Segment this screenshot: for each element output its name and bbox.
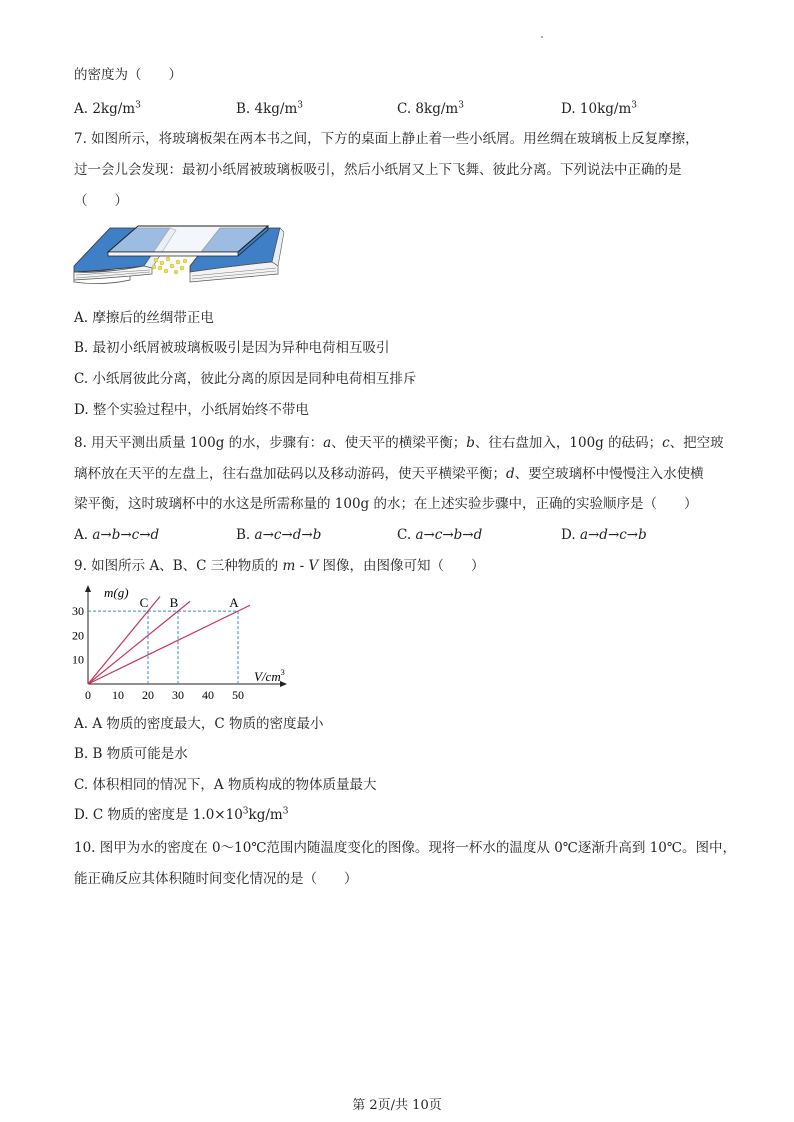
q9-stem: 9. 如图所示 A、B、C 三种物质的 m - V 图像，由图像可知（ ）	[74, 558, 485, 574]
q6-option-b[interactable]: B. $4kg/m^3$	[236, 100, 303, 117]
q9-option-c[interactable]: C. 体积相同的情况下，A 物质构成的物体质量最大	[74, 777, 377, 793]
x-tick-label-10: 10	[112, 688, 124, 702]
q7-stem-line1: 7. 如图所示，将玻璃板架在两本书之间，下方的桌面上静止着一些小纸屑。用丝绸在玻璃板上反复摩擦，	[74, 131, 699, 147]
q6-option-d[interactable]: D. $10kg/m^3$	[561, 100, 638, 117]
x-tick-label-30: 30	[172, 688, 184, 702]
x-tick-label-0: 0	[85, 688, 91, 702]
y-tick-label-30: 30	[72, 604, 84, 619]
q7-option-a[interactable]: A. 摩擦后的丝绸带正电	[74, 310, 214, 326]
y-tick-label-10: 10	[72, 652, 84, 667]
page-footer: 第 2页/共 10页	[352, 1098, 442, 1113]
q9-option-b[interactable]: B. B 物质可能是水	[74, 746, 188, 762]
q8-stem-line2: 璃杯放在天平的左盘上，往右盘加砝码以及移动游码，使天平横梁平衡；d、要空玻璃杯中慢慢注入水使横	[74, 466, 704, 482]
q7-option-b[interactable]: B. 最初小纸屑被玻璃板吸引是因为异种电荷相互吸引	[74, 340, 390, 356]
q9-mv-chart	[66, 582, 296, 706]
paper-bits	[152, 257, 187, 274]
y-axis-label: m(g)	[104, 585, 129, 600]
q7-option-d[interactable]: D. 整个实验过程中，小纸屑始终不带电	[74, 402, 309, 418]
y-axis-arrow	[85, 585, 91, 592]
series-line-C	[88, 597, 160, 684]
q8-option-c[interactable]: C. a→c→b→d	[397, 527, 483, 543]
q8-option-d[interactable]: D. a→d→c→b	[561, 527, 647, 543]
x-tick-label-20: 20	[142, 688, 154, 702]
scan-dot	[541, 36, 543, 38]
series-line-B	[88, 601, 190, 684]
series-label-B: B	[169, 595, 179, 611]
series-label-C: C	[139, 595, 149, 611]
y-tick-label-20: 20	[72, 628, 84, 643]
q6-option-c[interactable]: C. $8kg/m^3$	[397, 100, 464, 117]
q10-stem-line1: 10. 图甲为水的密度在 0～10℃范围内随温度变化的图像。现将一杯水的温度从 0℃逐渐升高到 10℃。图中，	[74, 840, 736, 856]
q6-option-a[interactable]: A. $2kg/m^3$	[74, 100, 141, 117]
q8-option-a[interactable]: A. a→b→c→d	[74, 527, 160, 543]
q7-stem-line3: （ ）	[74, 193, 128, 209]
x-axis-label: $V/cm^3$	[254, 668, 285, 684]
q8-stem-line3: 梁平衡，这时玻璃杯中的水这是所需称量的 100g 的水；在上述实验步骤中，正确的实验顺序是（ ）	[74, 496, 698, 512]
series-line-A	[88, 605, 250, 684]
q7-figure-glass-plate-books	[72, 222, 287, 290]
q10-stem-line2: 能正确反应其体积随时间变化情况的是（ ）	[74, 871, 358, 887]
q9-option-a[interactable]: A. A 物质的密度最大，C 物质的密度最小	[74, 716, 324, 732]
series-label-A: A	[229, 595, 239, 611]
x-axis-arrow	[280, 681, 287, 687]
q8-option-b[interactable]: B. a→c→d→b	[236, 527, 322, 543]
q9-option-d[interactable]: D. C 物质的密度是 $1.0\times 10^3kg/m^3$	[74, 806, 289, 823]
q7-stem-line2: 过一会儿会发现：最初小纸屑被玻璃板吸引，然后小纸屑又上下飞舞、彼此分离。下列说法中正确的是	[74, 162, 682, 178]
q6-tail: 的密度为（ ）	[74, 67, 182, 83]
q7-option-c[interactable]: C. 小纸屑彼此分离，彼此分离的原因是同种电荷相互排斥	[74, 371, 417, 387]
q8-stem-line1: 8. 用天平测出质量 100g 的水，步骤有：a、使天平的横梁平衡；b、往右盘加入，100g 的砝码；c、把空玻	[74, 435, 724, 451]
x-tick-label-50: 50	[232, 688, 244, 702]
x-tick-label-40: 40	[202, 688, 214, 702]
